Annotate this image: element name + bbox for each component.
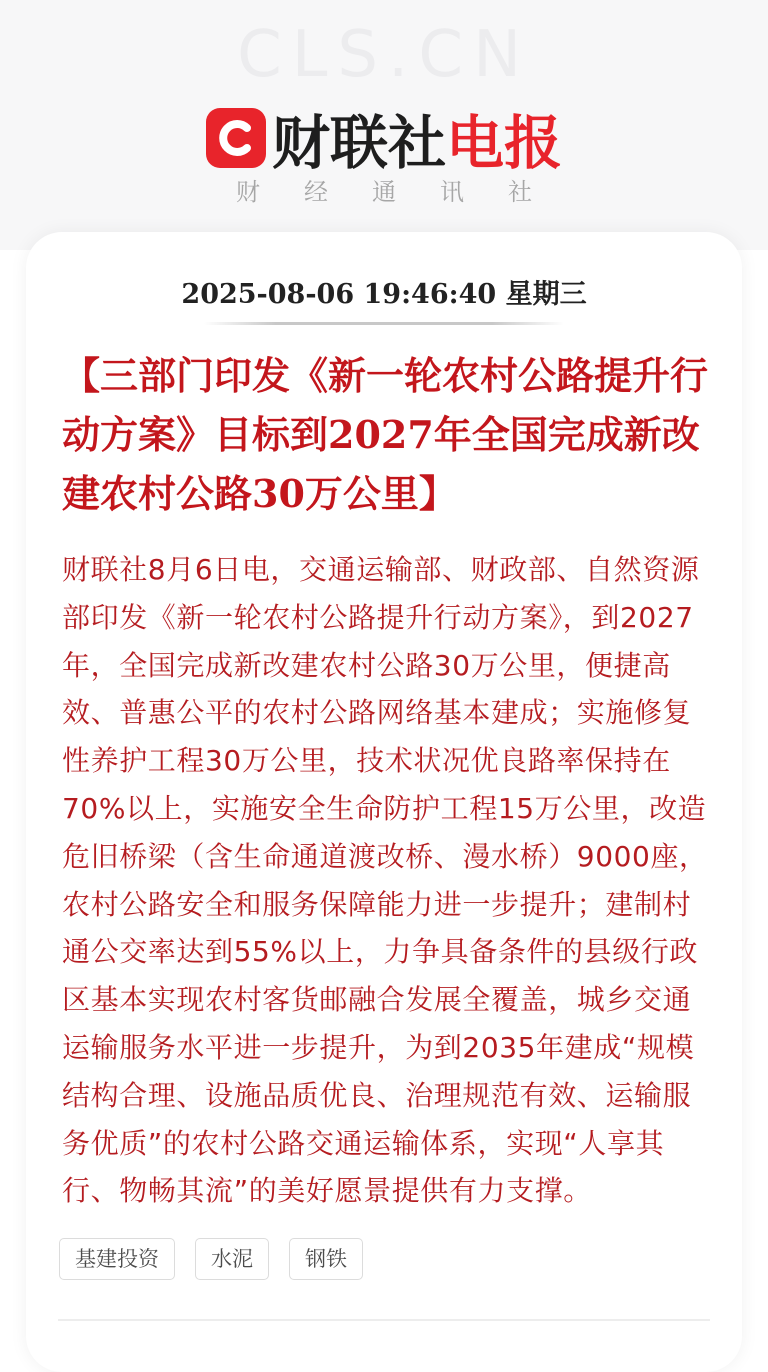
tag-steel[interactable]: 钢铁	[289, 1238, 363, 1280]
brand-name	[272, 96, 562, 180]
article-datetime: 2025-08-06 19:46:40 星期三	[181, 279, 587, 310]
logo-c-glyph	[214, 116, 258, 160]
bottom-divider	[58, 1319, 710, 1321]
article-body: 财联社8月6日电，交通运输部、财政部、自然资源部印发《新一轮农村公路提升行动方案》，到2027年，全国完成新改建农村公路30万公里，便捷高效、普惠公平的农村公路网络基本建成；实施修复性养护工程30万公里，技术状况优良路率保持在70%以上，实施安全生命防护工程15万公里，改造危旧桥梁（含生命通道渡改桥、漫水桥）9000座，农村公路安全和服务保障能力进一步提升；建制村通公交率达到55%以上，力争具备条件的县级行政区基本实现农村客货邮融合发展全覆盖，城乡交通运输服务水平进一步提升，为到2035年建成“规模结构合理、设施品质优良、治理规范有效、运输服务优质”的农村公路交通运输体系，实现“人享其行、物畅其流”的美好愿景提供有力支撑。	[62, 553, 708, 1208]
watermark: CLS.CN	[237, 18, 531, 92]
tag-infrastructure-investment[interactable]: 基建投资	[59, 1238, 175, 1280]
date-divider	[204, 322, 564, 325]
article-headline: 【三部门印发《新一轮农村公路提升行动方案》目标到2027年全国完成新改建农村公路30万公里】	[62, 353, 709, 516]
logo-c-icon	[206, 108, 266, 168]
tagline: 财经通讯社	[236, 178, 576, 206]
brand-name-red: 电报	[446, 109, 563, 177]
tag-cement[interactable]: 水泥	[195, 1238, 269, 1280]
brand-logo	[0, 96, 768, 180]
brand-name-black: 财联社	[271, 109, 446, 177]
tag-list	[59, 1238, 363, 1280]
